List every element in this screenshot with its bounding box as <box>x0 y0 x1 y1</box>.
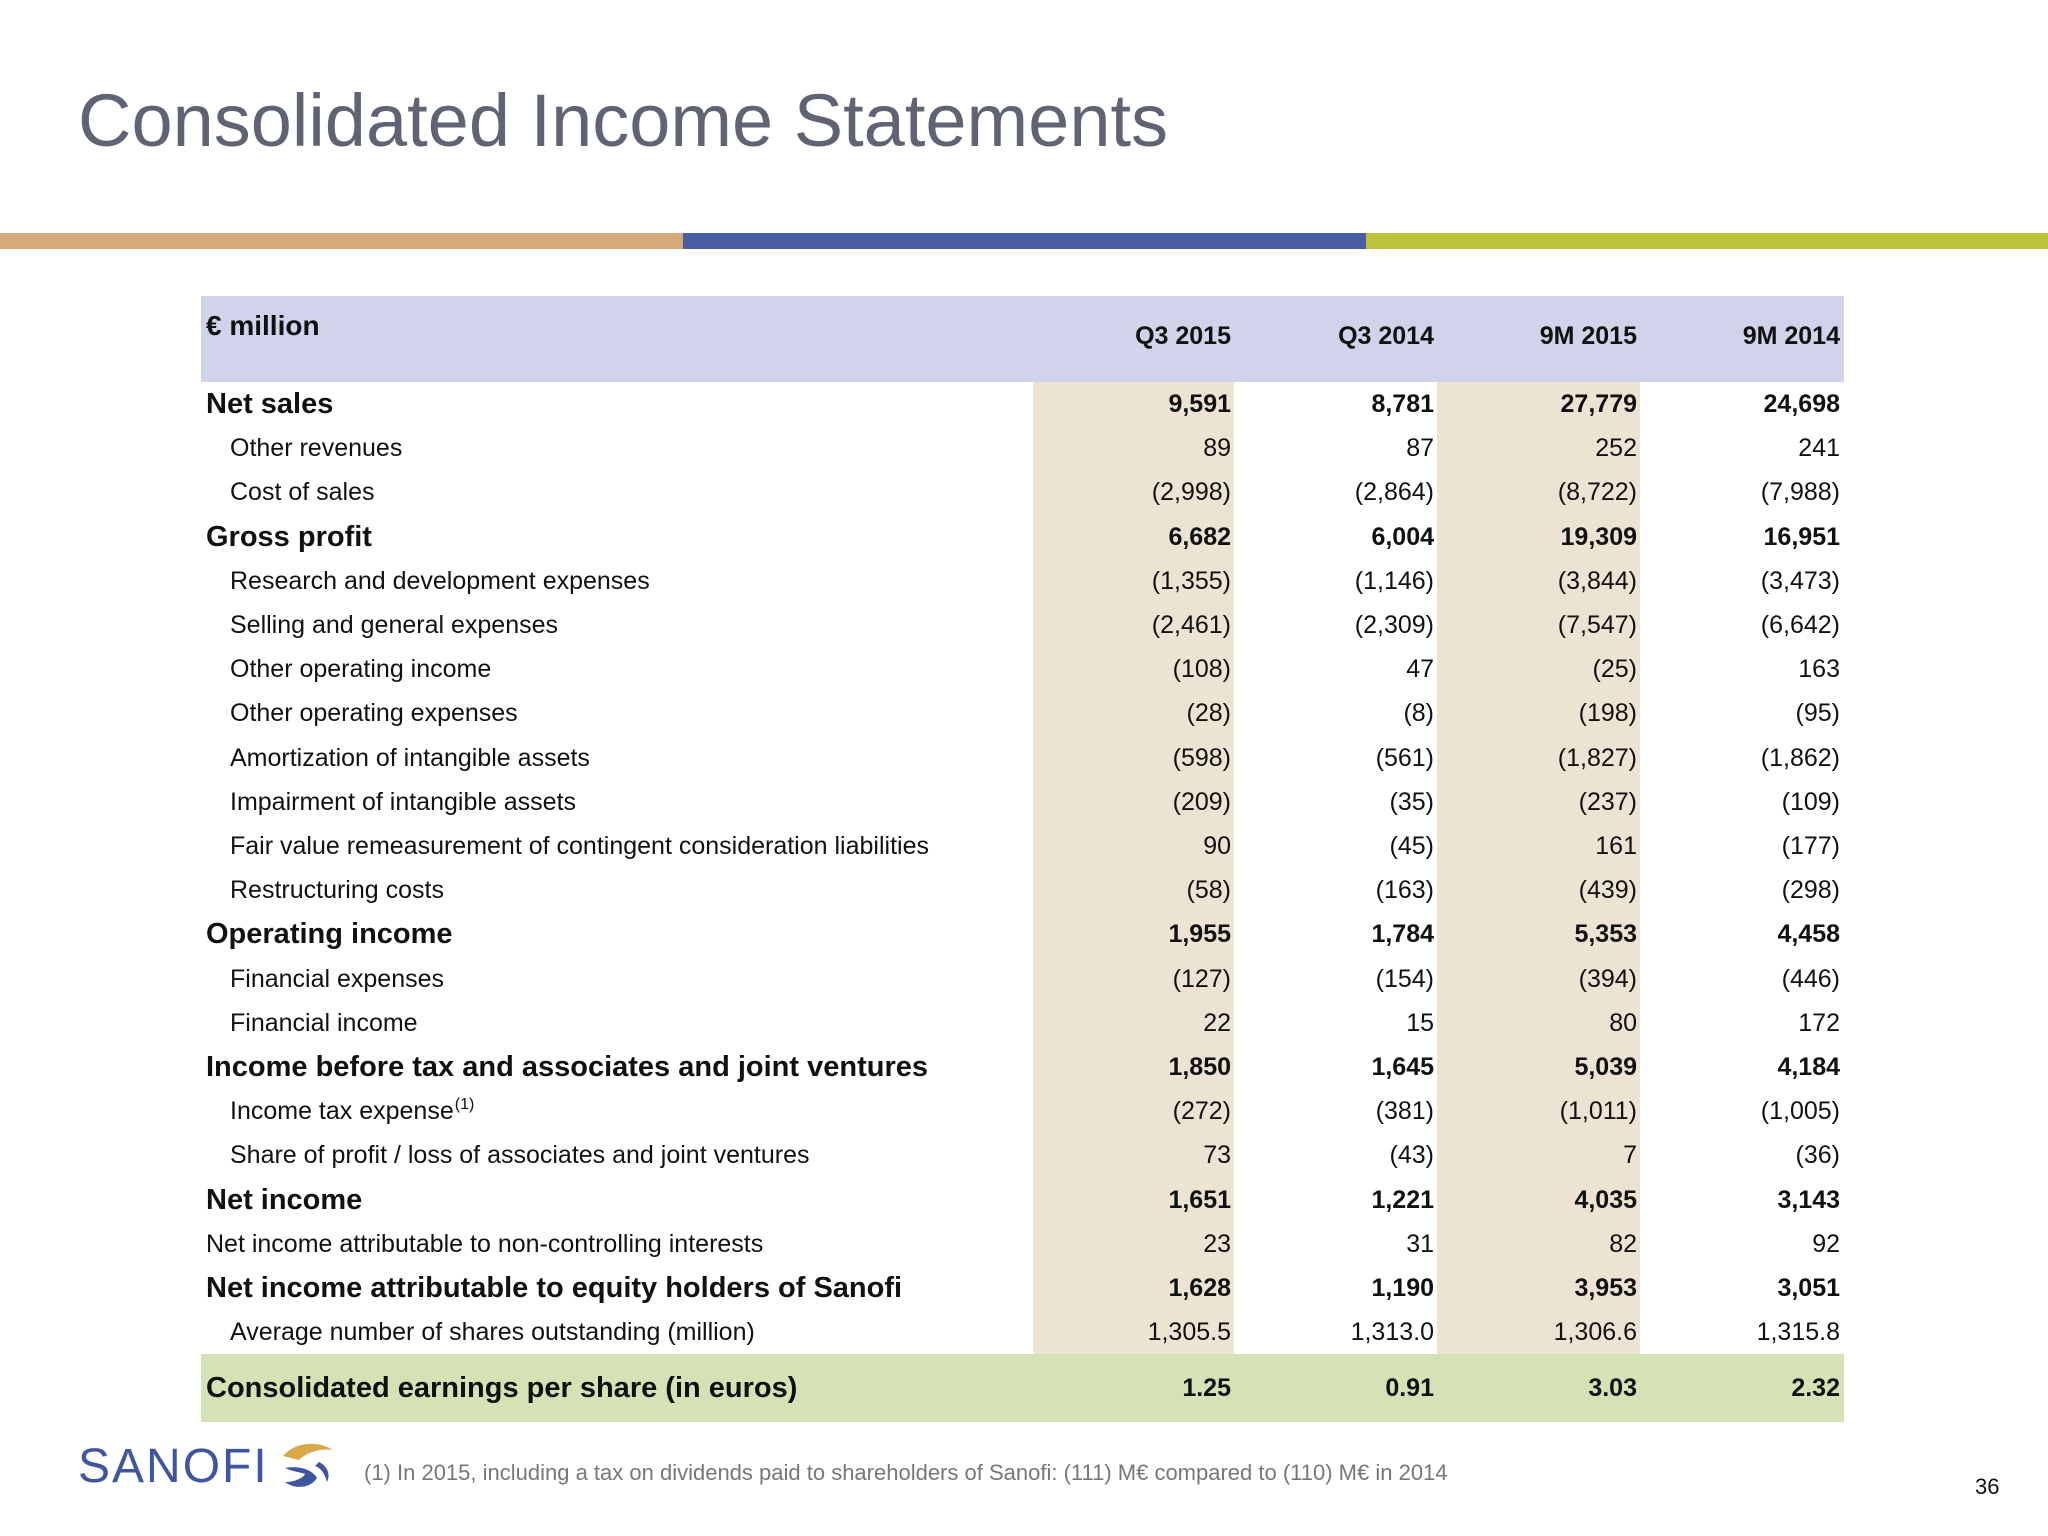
cell-9m-2014: (1,862) <box>1760 743 1840 772</box>
accent-stripe-green <box>1366 233 2048 249</box>
row-label-text: Research and development expenses <box>230 566 650 595</box>
cell-q3-2015: 1,651 <box>1168 1185 1231 1214</box>
cell-9m-2014: (7,988) <box>1760 478 1840 507</box>
cell-9m-2014: (446) <box>1781 964 1840 993</box>
row-label-text: Financial expenses <box>230 964 445 993</box>
eps-value-9m-2014: 2.32 <box>1791 1374 1840 1402</box>
row-label <box>230 426 402 470</box>
cell-q3-2014: 8,781 <box>1371 390 1434 418</box>
cell-q3-2014: 1,221 <box>1371 1185 1434 1214</box>
cell-9m-2014: 4,184 <box>1777 1053 1840 1081</box>
cell-9m-2014: (298) <box>1781 876 1840 905</box>
table-row <box>201 426 1844 470</box>
cell-9m-2014: 163 <box>1798 655 1840 684</box>
row-label <box>206 912 453 956</box>
table-row <box>201 912 1844 956</box>
cell-9m-2015: (1,011) <box>1559 1097 1637 1126</box>
cell-q3-2015: (2,998) <box>1151 478 1231 507</box>
page-title: Consolidated Income Statements <box>78 79 1169 162</box>
table-header <box>201 296 1844 382</box>
cell-9m-2014: (177) <box>1781 832 1840 860</box>
cell-9m-2014: (1,005) <box>1760 1097 1840 1126</box>
cell-q3-2015: 23 <box>1203 1229 1231 1258</box>
column-header-9m-2014: 9M 2014 <box>1742 322 1840 350</box>
cell-q3-2014: 1,313.0 <box>1350 1318 1434 1347</box>
cell-9m-2014: (109) <box>1781 787 1840 816</box>
cell-9m-2014: 241 <box>1798 434 1840 463</box>
table-row <box>201 1310 1844 1354</box>
row-label-text: Other operating income <box>230 655 492 684</box>
row-label <box>206 1266 902 1310</box>
row-label-text: Income tax expense <box>230 1097 454 1126</box>
row-label-text: Amortization of intangible assets <box>230 743 590 772</box>
cell-9m-2015: 19,309 <box>1560 522 1637 551</box>
row-label-text: Net income <box>206 1183 363 1216</box>
cell-q3-2014: (1,146) <box>1354 566 1434 595</box>
table-row <box>201 1222 1844 1266</box>
table-row <box>201 470 1844 514</box>
cell-q3-2014: 31 <box>1406 1229 1434 1258</box>
row-label <box>230 736 590 780</box>
cell-q3-2015: (2,461) <box>1151 611 1231 639</box>
cell-q3-2014: (561) <box>1375 743 1434 772</box>
row-label <box>206 1045 928 1089</box>
row-label <box>230 1133 809 1177</box>
cell-q3-2014: (43) <box>1389 1141 1434 1170</box>
cell-q3-2015: 22 <box>1203 1008 1231 1037</box>
cell-9m-2014: 92 <box>1812 1229 1840 1258</box>
row-label-text: Net sales <box>206 388 334 420</box>
row-label-text: Net income attributable to non-controlling interests <box>206 1229 764 1258</box>
cell-9m-2015: (439) <box>1578 876 1637 905</box>
cell-9m-2015: (198) <box>1578 699 1637 728</box>
row-label <box>230 559 650 603</box>
accent-stripe-blue <box>683 233 1366 249</box>
row-label-text: Selling and general expenses <box>230 611 559 639</box>
unit-label: € million <box>206 310 320 341</box>
cell-q3-2014: (45) <box>1389 832 1434 860</box>
cell-q3-2014: (8) <box>1403 699 1434 728</box>
row-label-text: Operating income <box>206 918 453 951</box>
cell-q3-2014: 15 <box>1406 1008 1434 1037</box>
row-label <box>206 515 372 559</box>
sanofi-logo <box>78 1436 339 1496</box>
cell-9m-2015: (3,844) <box>1557 566 1637 595</box>
eps-value-q3-2015: 1.25 <box>1182 1374 1231 1402</box>
cell-q3-2015: 89 <box>1203 434 1231 463</box>
accent-stripe-tan <box>0 233 683 249</box>
cell-q3-2015: 9,591 <box>1168 390 1231 418</box>
cell-q3-2014: (381) <box>1375 1097 1434 1126</box>
row-label-text: Average number of shares outstanding (million) <box>230 1318 755 1347</box>
footnote: (1) In 2015, including a tax on dividends paid to shareholders of Sanofi: (111) M€ compared to (110) M€ in 2014 <box>364 1460 1448 1485</box>
cell-9m-2015: (25) <box>1592 655 1637 684</box>
cell-q3-2015: (1,355) <box>1151 566 1231 595</box>
row-label-text: Financial income <box>230 1008 418 1037</box>
table-row <box>201 868 1844 912</box>
cell-9m-2014: 3,143 <box>1777 1185 1840 1214</box>
cell-9m-2014: 3,051 <box>1777 1274 1840 1302</box>
column-header-9m-2015: 9M 2015 <box>1539 322 1637 350</box>
cell-q3-2015: 73 <box>1203 1141 1231 1170</box>
page-number: 36 <box>1975 1474 2000 1499</box>
cell-9m-2015: 80 <box>1609 1008 1637 1037</box>
cell-9m-2015: 161 <box>1595 832 1637 860</box>
row-label <box>230 1001 418 1045</box>
cell-9m-2015: 27,779 <box>1560 390 1637 418</box>
cell-q3-2015: (28) <box>1186 699 1231 728</box>
eps-label: Consolidated earnings per share (in euros) <box>206 1372 798 1404</box>
row-label-text: Restructuring costs <box>230 876 444 905</box>
table-row <box>201 559 1844 603</box>
cell-9m-2015: (7,547) <box>1557 611 1637 639</box>
cell-9m-2015: (237) <box>1578 787 1637 816</box>
cell-q3-2015: 1,955 <box>1168 920 1231 949</box>
table-row <box>201 515 1844 559</box>
row-label <box>230 868 444 912</box>
table-row <box>201 1133 1844 1177</box>
table-row <box>201 1001 1844 1045</box>
row-label <box>206 1178 362 1222</box>
row-label <box>230 603 558 647</box>
cell-9m-2015: 1,306.6 <box>1553 1318 1637 1347</box>
table-body <box>201 382 1844 1440</box>
cell-9m-2015: 4,035 <box>1574 1185 1637 1214</box>
row-label <box>230 691 518 735</box>
table-row <box>201 736 1844 780</box>
cell-9m-2015: 7 <box>1623 1141 1637 1170</box>
table-row <box>201 382 1844 426</box>
row-label-text: Gross profit <box>206 520 372 553</box>
cell-q3-2015: (209) <box>1172 787 1231 816</box>
cell-q3-2014: (154) <box>1375 964 1434 993</box>
cell-9m-2015: 5,353 <box>1574 920 1637 949</box>
cell-9m-2015: 252 <box>1595 434 1637 463</box>
logo-text: SANOFI <box>78 1439 269 1493</box>
cell-q3-2015: 1,850 <box>1168 1053 1231 1081</box>
cell-9m-2015: (8,722) <box>1557 478 1637 507</box>
row-label-text: Cost of sales <box>230 478 375 507</box>
cell-9m-2014: (6,642) <box>1760 611 1840 639</box>
cell-9m-2015: (1,827) <box>1557 743 1637 772</box>
row-label <box>230 647 491 691</box>
table-row <box>201 691 1844 735</box>
cell-q3-2014: 1,645 <box>1371 1053 1434 1081</box>
cell-q3-2015: (108) <box>1172 655 1231 684</box>
cell-q3-2015: 6,682 <box>1168 522 1231 551</box>
eps-row <box>201 1354 1844 1422</box>
cell-q3-2015: 90 <box>1203 832 1231 860</box>
income-statement-table <box>201 296 1844 1440</box>
cell-q3-2014: 1,784 <box>1371 920 1434 949</box>
table-row <box>201 1178 1844 1222</box>
row-label-text: Share of profit / loss of associates and joint ventures <box>230 1141 810 1170</box>
cell-q3-2014: 47 <box>1406 655 1434 684</box>
table-row <box>201 1266 1844 1310</box>
cell-q3-2015: (58) <box>1186 876 1231 905</box>
row-label <box>230 780 576 824</box>
row-label-text: Income before tax and associates and joint ventures <box>206 1051 928 1083</box>
table-row <box>201 1045 1844 1089</box>
cell-q3-2014: 6,004 <box>1371 522 1434 551</box>
cell-q3-2014: 87 <box>1406 434 1434 463</box>
cell-q3-2014: (35) <box>1389 787 1434 816</box>
cell-9m-2015: (394) <box>1578 964 1637 993</box>
footnote-marker: (1) <box>454 1096 475 1114</box>
table-row <box>201 1089 1844 1133</box>
table-row <box>201 603 1844 647</box>
cell-q3-2014: 1,190 <box>1371 1274 1434 1302</box>
table-row <box>201 780 1844 824</box>
cell-9m-2014: (3,473) <box>1760 566 1840 595</box>
table-row <box>201 957 1844 1001</box>
row-label <box>206 1222 763 1266</box>
cell-q3-2014: (2,864) <box>1354 478 1434 507</box>
row-label-text: Net income attributable to equity holders of Sanofi <box>206 1272 903 1304</box>
column-header-q3-2014: Q3 2014 <box>1338 322 1434 350</box>
cell-9m-2014: 172 <box>1798 1008 1840 1037</box>
row-label <box>230 957 444 1001</box>
cell-9m-2014: (36) <box>1795 1141 1840 1170</box>
cell-9m-2014: 24,698 <box>1763 390 1840 418</box>
row-label-text: Fair value remeasurement of contingent consideration liabilities <box>230 832 929 860</box>
cell-9m-2015: 3,953 <box>1574 1274 1637 1302</box>
cell-q3-2015: 1,628 <box>1168 1274 1231 1302</box>
row-label <box>230 1310 755 1354</box>
cell-q3-2015: (127) <box>1172 964 1231 993</box>
cell-q3-2014: (2,309) <box>1354 611 1434 639</box>
cell-q3-2015: (598) <box>1172 743 1231 772</box>
cell-9m-2014: 1,315.8 <box>1756 1318 1840 1347</box>
row-label <box>230 1089 474 1137</box>
cell-9m-2015: 5,039 <box>1574 1053 1637 1081</box>
column-header-q3-2015: Q3 2015 <box>1135 322 1231 350</box>
sanofi-bird-icon <box>277 1438 339 1494</box>
table-row <box>201 647 1844 691</box>
row-label <box>206 382 333 426</box>
cell-9m-2014: (95) <box>1795 699 1840 728</box>
row-label <box>230 824 929 868</box>
table-row <box>201 824 1844 868</box>
row-label-text: Other operating expenses <box>230 699 518 728</box>
cell-9m-2014: 16,951 <box>1763 522 1840 551</box>
row-label-text: Impairment of intangible assets <box>230 787 577 816</box>
cell-q3-2014: (163) <box>1375 876 1434 905</box>
cell-q3-2015: (272) <box>1172 1097 1231 1126</box>
cell-9m-2015: 82 <box>1609 1229 1637 1258</box>
eps-value-q3-2014: 0.91 <box>1385 1374 1434 1402</box>
eps-value-9m-2015: 3.03 <box>1588 1374 1637 1402</box>
row-label <box>230 470 375 514</box>
cell-9m-2014: 4,458 <box>1777 920 1840 949</box>
cell-q3-2015: 1,305.5 <box>1147 1318 1231 1347</box>
row-label-text: Other revenues <box>230 434 403 463</box>
